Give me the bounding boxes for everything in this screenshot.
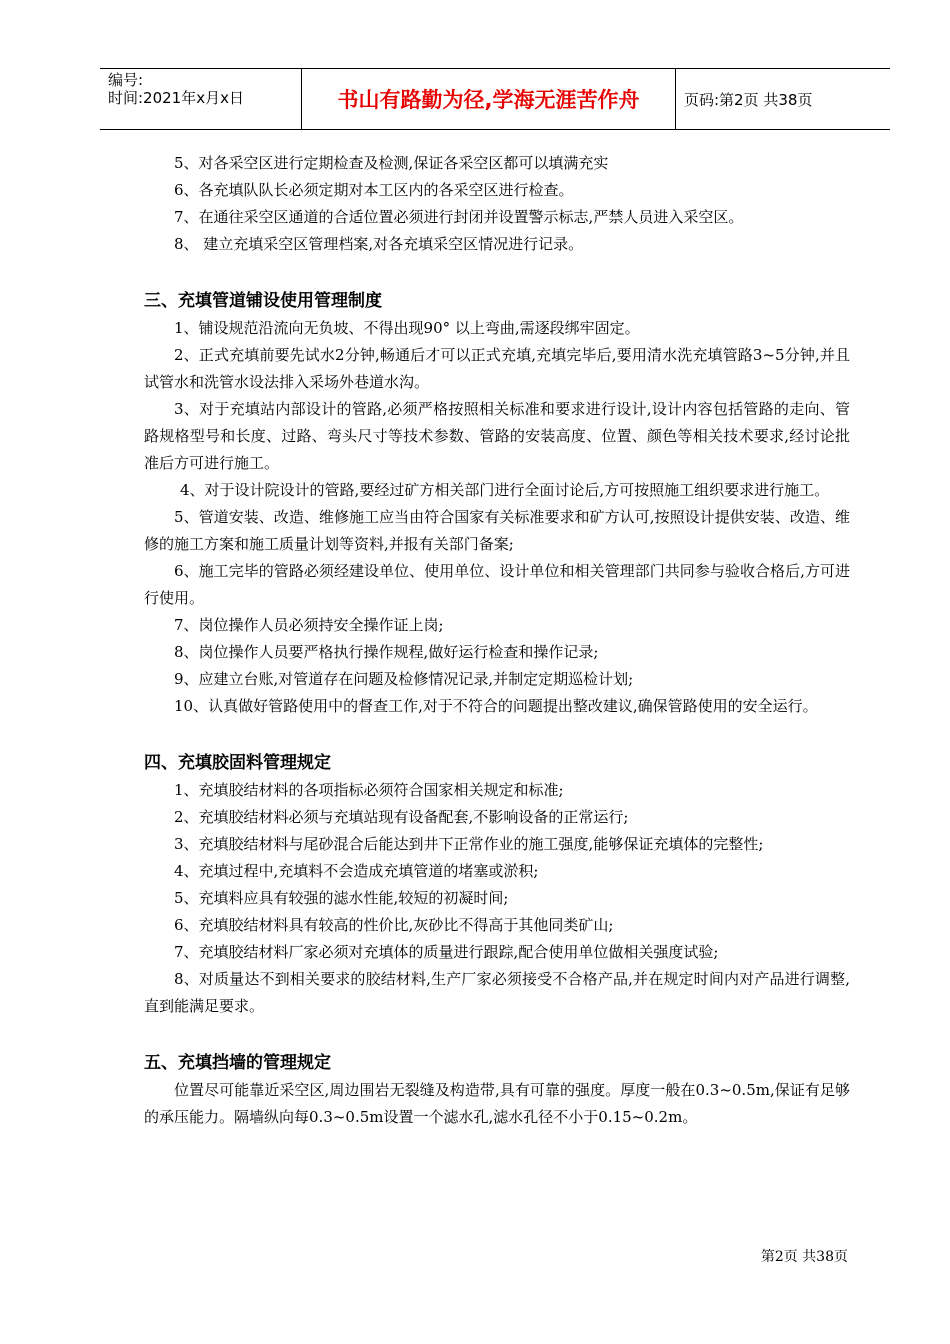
paragraph: 1、铺设规范沿流向无负坡、不得出现90° 以上弯曲,需逐段绑牢固定。 (174, 319, 640, 337)
paragraph: 2、正式充填前要先试水2分钟,畅通后才可以正式充填,充填完毕后,要用清水洗充填管路3~5分钟,并且试管水和洗管水设法排入采场外巷道水沟。 (144, 346, 850, 391)
paragraph: 8、 建立充填采空区管理档案,对各充填采空区情况进行记录。 (174, 235, 584, 253)
section-title: 四、充填胶固料管理规定 (144, 753, 331, 773)
paragraph: 3、对于充填站内部设计的管路,必须严格按照相关标准和要求进行设计,设计内容包括管路的走向、管路规格型号和长度、过路、弯头尺寸等技术参数、管路的安装高度、位置、颜色等相关技术要求,经讨论批准后方可进行施工。 (144, 400, 850, 472)
header-motto: 书山有路勤为径,学海无涯苦作舟 (302, 69, 676, 129)
paragraph: 位置尽可能靠近采空区,周边围岩无裂缝及构造带,具有可靠的强度。厚度一般在0.3~0.5m,保证有足够的承压能力。隔墙纵向每0.3~0.5m设置一个滤水孔,滤水孔径不小于0.15~0.2m。 (144, 1081, 850, 1126)
page-header (100, 68, 890, 130)
paragraph: 2、充填胶结材料必须与充填站现有设备配套,不影响设备的正常运行; (174, 808, 629, 826)
paragraph: 6、充填胶结材料具有较高的性价比,灰砂比不得高于其他同类矿山; (174, 916, 614, 934)
paragraph: 5、对各采空区进行定期检查及检测,保证各采空区都可以填满充实 (174, 154, 609, 172)
time-label: 时间:2021年x月x日 (108, 89, 244, 107)
number-label: 编号: (108, 71, 144, 89)
paragraph: 5、管道安装、改造、维修施工应当由符合国家有关标准要求和矿方认可,按照设计提供安装、改造、维修的施工方案和施工质量计划等资料,并报有关部门备案; (144, 508, 850, 553)
paragraph: 10、认真做好管路使用中的督查工作,对于不符合的问题提出整改建议,确保管路使用的安全运行。 (174, 697, 818, 715)
paragraph: 9、应建立台账,对管道存在问题及检修情况记录,并制定定期巡检计划; (174, 670, 634, 688)
section-title: 三、充填管道铺设使用管理制度 (144, 291, 382, 311)
paragraph: 4、对于设计院设计的管路,要经过矿方相关部门进行全面讨论后,方可按照施工组织要求进行施工。 (180, 481, 830, 499)
paragraph: 4、充填过程中,充填料不会造成充填管道的堵塞或淤积; (174, 862, 539, 880)
paragraph: 1、充填胶结材料的各项指标必须符合国家相关规定和标准; (174, 781, 564, 799)
section-title: 五、充填挡墙的管理规定 (144, 1053, 331, 1073)
document-body (144, 150, 850, 1131)
header-page-label: 页码:第2页 共38页 (684, 90, 813, 109)
paragraph: 6、施工完毕的管路必须经建设单位、使用单位、设计单位和相关管理部门共同参与验收合格后,方可进行使用。 (144, 562, 850, 607)
paragraph: 8、岗位操作人员要严格执行操作规程,做好运行检查和操作记录; (174, 643, 599, 661)
header-info (100, 69, 302, 129)
paragraph: 7、岗位操作人员必须持安全操作证上岗; (174, 616, 444, 634)
paragraph: 7、充填胶结材料厂家必须对充填体的质量进行跟踪,配合使用单位做相关强度试验; (174, 943, 719, 961)
paragraph: 7、在通往采空区通道的合适位置必须进行封闭并设置警示标志,严禁人员进入采空区。 (174, 208, 744, 226)
paragraph: 6、各充填队队长必须定期对本工区内的各采空区进行检查。 (174, 181, 574, 199)
paragraph: 8、对质量达不到相关要求的胶结材料,生产厂家必须接受不合格产品,并在规定时间内对产品进行调整,直到能满足要求。 (144, 970, 850, 1015)
paragraph: 3、充填胶结材料与尾砂混合后能达到井下正常作业的施工强度,能够保证充填体的完整性; (174, 835, 764, 853)
page-footer: 第2页 共38页 (760, 1249, 848, 1265)
paragraph: 5、充填料应具有较强的滤水性能,较短的初凝时间; (174, 889, 509, 907)
